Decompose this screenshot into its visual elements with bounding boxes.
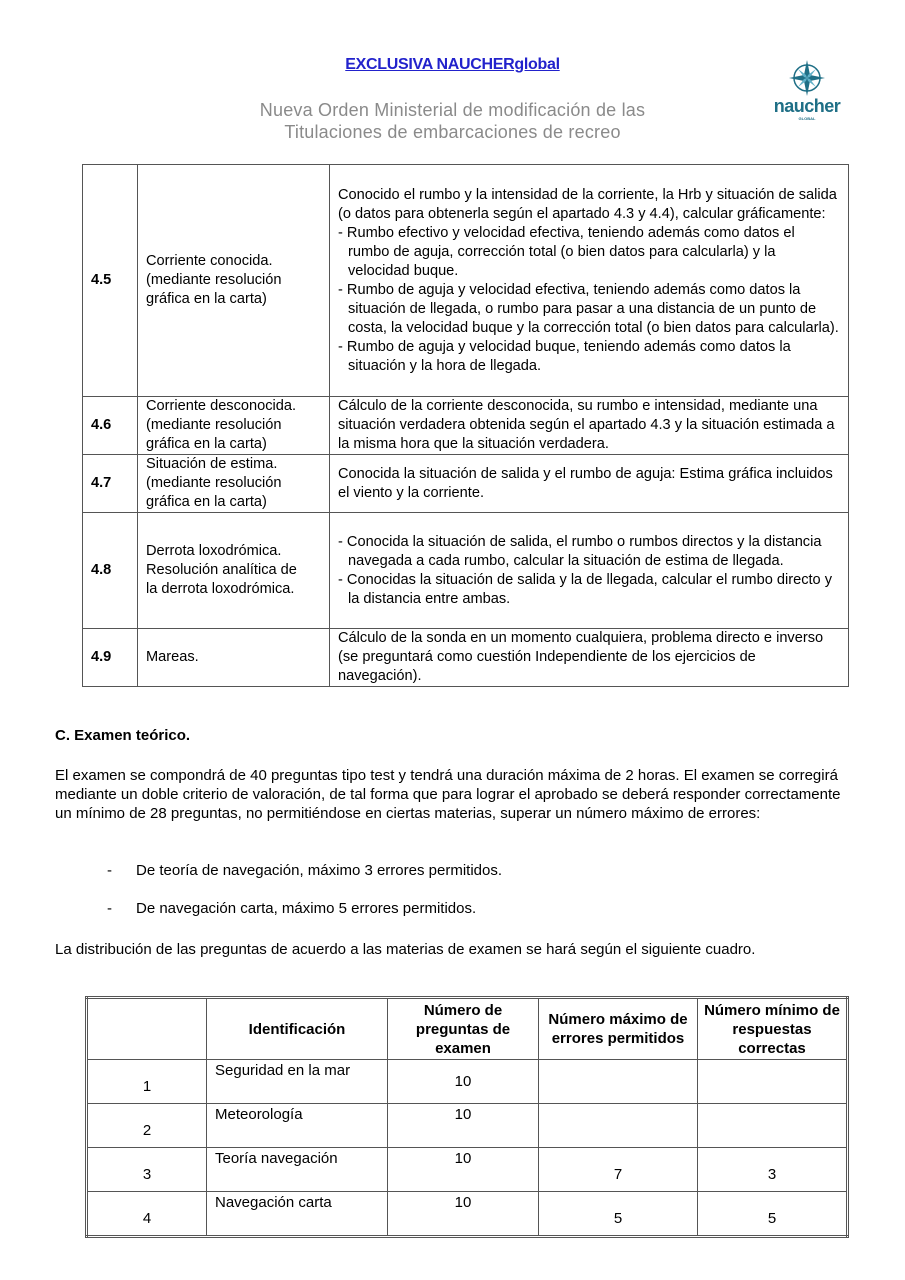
table-cell <box>698 1104 848 1148</box>
table-row <box>83 165 849 397</box>
table-cell: 10 <box>388 1192 539 1237</box>
topic-item: - Conocida la situación de salida, el rumbo o rumbos directos y la distancia navegada a cada rumbo, calcular la situación de estima de llegada. <box>338 533 822 569</box>
table-cell: Seguridad en la mar <box>207 1060 388 1104</box>
table-row <box>83 629 849 687</box>
topic-item: - Rumbo efectivo y velocidad efectiva, teniendo además como datos el rumbo de aguja, corrección total (o bien datos para calcularla) y la velocidad buque. <box>338 224 795 279</box>
table-row <box>83 397 849 455</box>
subtitle-line-1: Nueva Orden Ministerial de modificación de las <box>259 100 646 120</box>
column-header <box>87 998 207 1060</box>
topic-name-line: (mediante resolución <box>146 272 282 288</box>
logo-tagline: GLOBAL <box>798 116 816 121</box>
table-header-row <box>87 998 848 1060</box>
topic-item: - Conocidas la situación de salida y la de llegada, calcular el rumbo directo y la distancia entre ambas. <box>338 571 833 607</box>
table-cell: 4 <box>87 1192 207 1237</box>
topic-name-line: gráfica en la carta) <box>146 494 267 510</box>
topic-item: - Rumbo de aguja y velocidad buque, teniendo además como datos la situación y la hora de llegada. <box>338 338 791 374</box>
table-cell: 10 <box>388 1060 539 1104</box>
bullet-marker: - <box>107 862 112 879</box>
topic-name-line: Resolución analítica de <box>146 562 297 578</box>
topic-number: 4.8 <box>83 513 138 629</box>
table-row <box>87 1148 848 1192</box>
column-header: Número de preguntas de examen <box>388 998 539 1060</box>
table-cell <box>539 1104 698 1148</box>
bullet-marker: - <box>107 900 112 917</box>
column-header: Número máximo de errores permitidos <box>539 998 698 1060</box>
topic-name <box>138 397 330 455</box>
table-row <box>83 455 849 513</box>
subtitle-line-2: Titulaciones de embarcaciones de recreo <box>284 122 621 142</box>
table-cell: 10 <box>388 1104 539 1148</box>
table-cell: 5 <box>698 1192 848 1237</box>
topic-description <box>330 455 849 513</box>
topic-name-line: Mareas. <box>146 649 199 665</box>
table-cell: 3 <box>698 1148 848 1192</box>
table-cell: 7 <box>539 1148 698 1192</box>
topics-table <box>82 164 849 687</box>
table-cell: 2 <box>87 1104 207 1148</box>
topic-description <box>330 513 849 629</box>
topic-intro: Conocido el rumbo y la intensidad de la corriente, la Hrb y situación de salida (o datos para obtenerla según el apartado 4.3 y 4.4), calcular gráficamente: <box>338 186 837 222</box>
table-row <box>87 1060 848 1104</box>
table-cell: 3 <box>87 1148 207 1192</box>
topic-number: 4.5 <box>83 165 138 397</box>
topic-description <box>330 165 849 397</box>
topic-intro: Cálculo de la corriente desconocida, su rumbo e intensidad, mediante una situación verdadera obtenida según el apartado 4.3 y la situación estimada a la misma hora que la situación verdadera. <box>338 398 835 452</box>
paragraph-distribution: La distribución de las preguntas de acuerdo a las materias de examen se hará según el siguiente cuadro. <box>55 941 756 958</box>
header-link[interactable]: EXCLUSIVA NAUCHERglobal <box>345 56 560 73</box>
topic-name <box>138 455 330 513</box>
table-cell: Meteorología <box>207 1104 388 1148</box>
table-cell: 5 <box>539 1192 698 1237</box>
table-cell: Navegación carta <box>207 1192 388 1237</box>
topic-name-line: (mediante resolución <box>146 475 282 491</box>
topic-name-line: la derrota loxodrómica. <box>146 581 295 597</box>
distribution-table <box>85 996 849 1238</box>
table-row <box>87 1104 848 1148</box>
bullet-item: De navegación carta, máximo 5 errores permitidos. <box>136 900 477 917</box>
topic-number: 4.7 <box>83 455 138 513</box>
topic-description <box>330 629 849 687</box>
topic-name-line: Situación de estima. <box>146 456 278 472</box>
bullet-item: De teoría de navegación, máximo 3 errores permitidos. <box>136 862 503 879</box>
table-cell: 10 <box>388 1148 539 1192</box>
table-row <box>87 1192 848 1237</box>
topic-name-line: Corriente desconocida. <box>146 398 297 414</box>
topic-name-line: gráfica en la carta) <box>146 291 267 307</box>
topic-name-line: Derrota loxodrómica. <box>146 543 282 559</box>
column-header: Identificación <box>207 998 388 1060</box>
table-cell <box>539 1060 698 1104</box>
table-row <box>83 513 849 629</box>
paragraph-exam-description: El examen se compondrá de 40 preguntas tipo test y tendrá una duración máxima de 2 horas. El examen se corregirá mediante un doble criterio de valoración, de tal forma que para lograr el aprobado se deberá responder correctamente un mínimo de 28 preguntas, no permitiéndose en ciertas materias, superar un número máximo de errores: <box>55 767 841 822</box>
column-header: Número mínimo de respuestas correctas <box>698 998 848 1060</box>
topic-number: 4.9 <box>83 629 138 687</box>
table-cell: Teoría navegación <box>207 1148 388 1192</box>
topic-name-line: (mediante resolución <box>146 417 282 433</box>
topic-name <box>138 513 330 629</box>
topic-description <box>330 397 849 455</box>
table-cell: 1 <box>87 1060 207 1104</box>
table-cell <box>698 1060 848 1104</box>
topic-intro: Cálculo de la sonda en un momento cualquiera, problema directo e inverso (se preguntará como cuestión Independiente de los ejercicios de navegación). <box>338 630 824 684</box>
section-title: C. Examen teórico. <box>55 727 191 744</box>
topic-name <box>138 165 330 397</box>
topic-item: - Rumbo de aguja y velocidad efectiva, teniendo además como datos la situación de llegada, o rumbo para pasar a una distancia de un punto de costa, la velocidad buque y la corrección total (o bien datos para calcularla). <box>338 281 839 336</box>
topic-name-line: gráfica en la carta) <box>146 436 267 452</box>
naucher-logo <box>764 58 850 124</box>
topic-name <box>138 629 330 687</box>
topic-number: 4.6 <box>83 397 138 455</box>
topic-intro: Conocida la situación de salida y el rumbo de aguja: Estima gráfica incluidos el viento y la corriente. <box>338 465 833 501</box>
logo-wordmark: naucher <box>773 96 841 116</box>
topic-name-line: Corriente conocida. <box>146 253 273 269</box>
compass-rose-icon <box>764 58 850 98</box>
